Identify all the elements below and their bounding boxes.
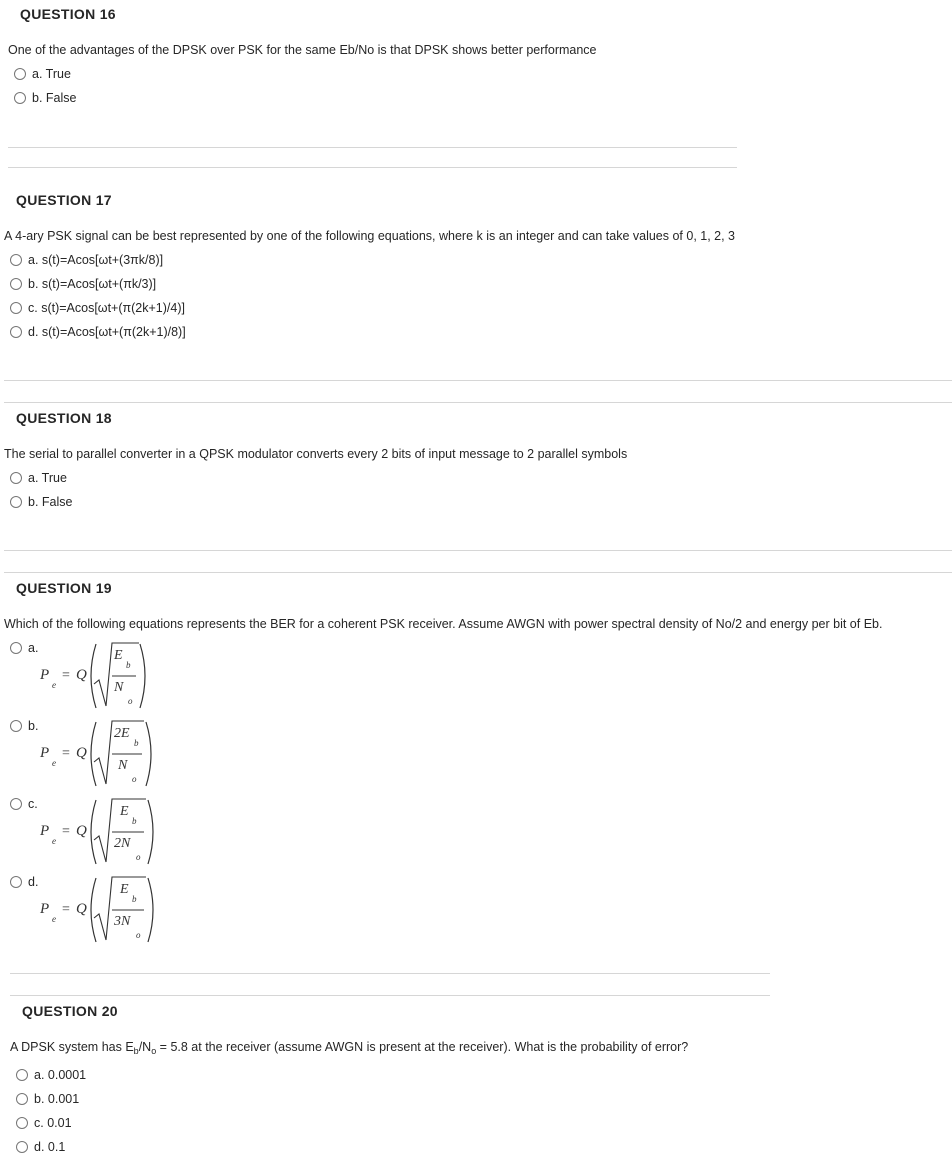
divider xyxy=(8,167,737,168)
radio-button[interactable] xyxy=(10,326,22,338)
formula-denominator-sub: o xyxy=(136,852,141,862)
divider xyxy=(4,402,952,403)
question-18-option-b[interactable] xyxy=(10,493,72,511)
divider xyxy=(4,550,952,551)
question-17-option-b[interactable] xyxy=(10,275,156,293)
formula-numerator: E xyxy=(120,804,129,819)
option-label: a. True xyxy=(32,67,71,81)
question-19-option-c[interactable] xyxy=(10,795,38,813)
question-16-option-a[interactable] xyxy=(14,65,71,83)
formula-b xyxy=(36,718,166,790)
radio-button[interactable] xyxy=(16,1141,28,1153)
option-label: a. 0.0001 xyxy=(34,1068,87,1082)
question-17-title: QUESTION 17 xyxy=(16,192,112,208)
question-19-title: QUESTION 19 xyxy=(16,580,112,596)
subscript-b: b xyxy=(133,1046,139,1056)
question-20-text-after: = 5.8 at the receiver (assume AWGN is present at the receiver). What is the probability of error? xyxy=(156,1040,689,1054)
formula-lhs: P xyxy=(40,823,50,839)
formula-lhs-sub: e xyxy=(52,914,56,924)
formula-numerator-sub: b xyxy=(132,894,137,904)
formula-lhs: P xyxy=(40,745,50,761)
radio-button[interactable] xyxy=(10,496,22,508)
formula-denominator: N xyxy=(118,758,128,773)
option-label: d. s(t)=Acos[ωt+(π(2k+1)/8)] xyxy=(28,325,186,339)
question-20-text xyxy=(10,1040,688,1056)
formula-a xyxy=(36,640,166,712)
question-17-option-d[interactable] xyxy=(10,323,186,341)
question-19-text: Which of the following equations represents the BER for a coherent PSK receiver. Assume AWGN with power spectral density of No/2 and energy per bit of Eb. xyxy=(4,617,883,631)
option-label: b. s(t)=Acos[ωt+(πk/3)] xyxy=(28,277,157,291)
radio-button[interactable] xyxy=(14,68,26,80)
radio-button[interactable] xyxy=(16,1069,28,1081)
question-20-option-a[interactable] xyxy=(16,1066,86,1084)
question-20-text-slash: /N xyxy=(138,1040,152,1054)
divider xyxy=(10,995,770,996)
question-18-text: The serial to parallel converter in a QPSK modulator converts every 2 bits of input message to 2 parallel symbols xyxy=(4,447,628,461)
formula-lhs: P xyxy=(40,667,50,683)
subscript-o: o xyxy=(151,1046,157,1056)
divider xyxy=(4,572,952,573)
formula-numerator: 2E xyxy=(114,726,130,741)
option-label: b. False xyxy=(28,495,73,509)
question-18-option-a[interactable] xyxy=(10,469,67,487)
question-17-text: A 4-ary PSK signal can be best represented by one of the following equations, where k is an integer and can take values of 0, 1, 2, 3 xyxy=(4,229,736,243)
divider xyxy=(8,147,737,148)
question-16-text: One of the advantages of the DPSK over PSK for the same Eb/No is that DPSK shows better performance xyxy=(8,43,597,57)
radio-button[interactable] xyxy=(14,92,26,104)
formula-equals: = xyxy=(62,824,70,839)
option-label: a. True xyxy=(28,471,67,485)
formula-numerator: E xyxy=(120,882,129,897)
option-label: a. s(t)=Acos[ωt+(3πk/8)] xyxy=(28,253,164,267)
question-20-text-before: A DPSK system has E xyxy=(10,1040,134,1054)
formula-lhs-sub: e xyxy=(52,836,56,846)
question-19-option-d[interactable] xyxy=(10,873,38,891)
radio-button[interactable] xyxy=(10,278,22,290)
question-16-title: QUESTION 16 xyxy=(20,6,116,22)
formula-numerator-sub: b xyxy=(126,660,131,670)
question-20-option-c[interactable] xyxy=(16,1114,72,1132)
radio-button[interactable] xyxy=(16,1117,28,1129)
formula-d xyxy=(36,874,166,946)
formula-equals: = xyxy=(62,746,70,761)
radio-button[interactable] xyxy=(10,472,22,484)
divider xyxy=(10,973,770,974)
formula-q: Q xyxy=(76,745,87,761)
question-18-title: QUESTION 18 xyxy=(16,410,112,426)
formula-numerator-sub: b xyxy=(132,816,137,826)
option-label: a. xyxy=(28,641,39,655)
radio-button[interactable] xyxy=(10,254,22,266)
option-label: c. xyxy=(28,797,38,811)
option-label: b. xyxy=(28,719,39,733)
radio-button[interactable] xyxy=(10,720,22,732)
formula-denominator: 3N xyxy=(114,914,131,929)
divider xyxy=(4,380,952,381)
option-label: d. xyxy=(28,875,39,889)
question-16-option-b[interactable] xyxy=(14,89,76,107)
formula-q: Q xyxy=(76,823,87,839)
question-17-option-c[interactable] xyxy=(10,299,185,317)
question-20-option-d[interactable] xyxy=(16,1138,65,1156)
formula-denominator: N xyxy=(114,680,124,695)
formula-lhs-sub: e xyxy=(52,680,56,690)
formula-lhs: P xyxy=(40,901,50,917)
formula-denominator-sub: o xyxy=(136,930,141,940)
formula-q: Q xyxy=(76,667,87,683)
radio-button[interactable] xyxy=(10,302,22,314)
question-20-title: QUESTION 20 xyxy=(22,1003,118,1019)
question-20-option-b[interactable] xyxy=(16,1090,79,1108)
formula-equals: = xyxy=(62,668,70,683)
formula-denominator-sub: o xyxy=(132,774,137,784)
option-label: c. s(t)=Acos[ωt+(π(2k+1)/4)] xyxy=(28,301,185,315)
formula-equals: = xyxy=(62,902,70,917)
question-19-option-a[interactable] xyxy=(10,639,38,657)
option-label: c. 0.01 xyxy=(34,1116,72,1130)
radio-button[interactable] xyxy=(10,876,22,888)
formula-lhs-sub: e xyxy=(52,758,56,768)
option-label: b. False xyxy=(32,91,77,105)
radio-button[interactable] xyxy=(10,798,22,810)
radio-button[interactable] xyxy=(16,1093,28,1105)
option-label: d. 0.1 xyxy=(34,1140,66,1154)
question-19-option-b[interactable] xyxy=(10,717,38,735)
formula-numerator-sub: b xyxy=(134,738,139,748)
radio-button[interactable] xyxy=(10,642,22,654)
formula-numerator: E xyxy=(114,648,123,663)
formula-c xyxy=(36,796,166,868)
formula-q: Q xyxy=(76,901,87,917)
formula-denominator-sub: o xyxy=(128,696,133,706)
option-label: b. 0.001 xyxy=(34,1092,80,1106)
formula-denominator: 2N xyxy=(114,836,131,851)
question-17-option-a[interactable] xyxy=(10,251,163,269)
